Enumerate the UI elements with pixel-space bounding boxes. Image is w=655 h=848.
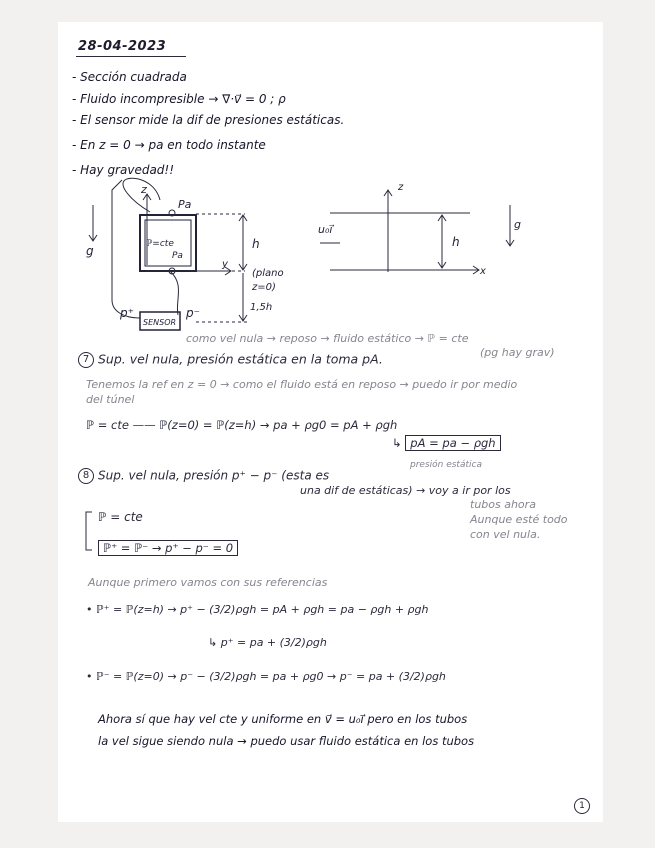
question-text: Sup. vel nula, presión p⁺ − p⁻ (esta es xyxy=(98,468,330,483)
side-note: tubos ahora xyxy=(470,498,536,511)
equation: ↳ p⁺ = pa + (3/2)ρgh xyxy=(208,636,327,649)
plane-label-2: z=0) xyxy=(252,282,276,293)
intro-line: - En z = 0 → pa en todo instante xyxy=(72,138,266,152)
z-label-right: z xyxy=(398,182,404,193)
final-line: la vel sigue siendo nula → puedo usar fluido estática en los tubos xyxy=(98,734,475,748)
brace-line-1: ℙ = cte xyxy=(98,510,143,524)
question-text-2: una dif de estáticas) → voy a ir por los xyxy=(300,484,511,497)
intro-line: - El sensor mide la dif de presiones estáticas. xyxy=(72,113,345,127)
intro-line: - Hay gravedad!! xyxy=(72,163,175,177)
g-label-right: g xyxy=(514,218,521,231)
depth-label: 1,5h xyxy=(250,302,273,313)
side-note: Aunque esté todo xyxy=(470,513,568,526)
sensor-label: SENSOR xyxy=(143,318,177,327)
date-heading: 28-04-2023 xyxy=(78,39,167,54)
gray-note: del túnel xyxy=(86,393,135,406)
final-line: Ahora sí que hay vel cte y uniforme en v⃗ = u₀i⃗ pero en los tubos xyxy=(98,712,468,726)
p-plus-label: p⁺ xyxy=(120,306,134,320)
question-number: 7 xyxy=(78,352,94,368)
p-cte-label: ℙ=cte xyxy=(146,239,174,249)
h-label: h xyxy=(252,237,260,251)
boxed-result: pA = pa − ρgh xyxy=(405,435,500,451)
pa-mid-label: Pa xyxy=(172,251,183,261)
equation: ℙ = cte —— ℙ(z=0) = ℙ(z=h) → pa + ρg0 = pA + ρgh xyxy=(86,418,398,432)
gray-note: Aunque primero vamos con sus referencias xyxy=(88,576,328,589)
gray-note: Tenemos la ref en z = 0 → como el fluido está en reposo → puedo ir por medio xyxy=(86,378,518,391)
boxed-result: ℙ⁺ = ℙ⁻ → p⁺ − p⁻ = 0 xyxy=(98,540,238,556)
brace-line-2 xyxy=(98,541,238,555)
result-note: presión estática xyxy=(410,460,482,470)
gray-note: como vel nula → reposo → fluido estático → ℙ = cte xyxy=(186,332,469,345)
h-label-right: h xyxy=(452,235,460,249)
z-label: z xyxy=(141,183,147,196)
gray-note-2: (pg hay grav) xyxy=(480,346,555,359)
x-label: x xyxy=(480,266,486,277)
plane-label: (plano xyxy=(252,268,284,279)
gravity-label: g xyxy=(86,244,94,258)
question-number: 8 xyxy=(78,468,94,484)
page-number: 1 xyxy=(574,798,590,814)
velocity-label: u₀i⃗ xyxy=(318,223,333,236)
intro-line: - Fluido incompresible → ∇·v⃗ = 0 ; ρ xyxy=(72,92,286,106)
equation: • ℙ⁻ = ℙ(z=0) → p⁻ − (3/2)ρgh = pa + ρg0 → p⁻ = pa + (3/2)ρgh xyxy=(86,670,446,683)
pa-top-label: Pa xyxy=(178,198,192,211)
p-minus-label: p⁻ xyxy=(186,306,200,320)
equation: • ℙ⁺ = ℙ(z=h) → p⁺ − (3/2)ρgh = pA + ρgh = pa − ρgh + ρgh xyxy=(86,603,429,616)
side-note: con vel nula. xyxy=(470,528,541,541)
y-label: y xyxy=(222,259,228,270)
intro-line: - Sección cuadrada xyxy=(72,70,187,84)
question-text: Sup. vel nula, presión estática en la toma pA. xyxy=(98,351,383,367)
result-line: ↳ pA = pa − ρgh xyxy=(392,436,501,450)
